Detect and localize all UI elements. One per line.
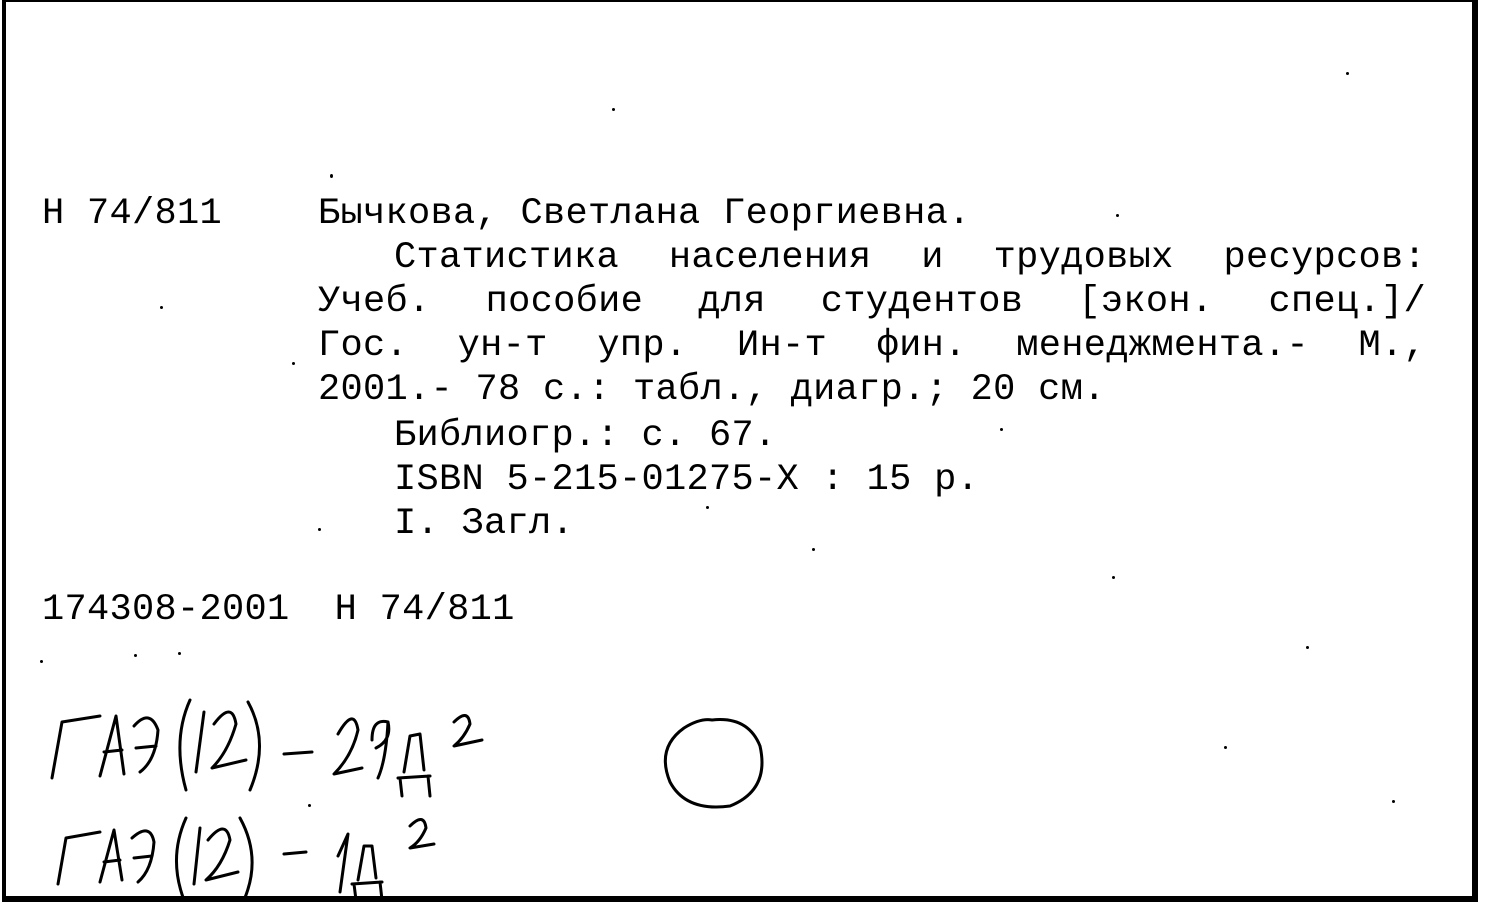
scan-speck [1306,646,1309,649]
footer-shelf-mark: Н 74/811 [334,589,515,631]
scan-speck [706,506,709,509]
circle-mark [665,720,762,807]
accession-number: 174308-2001 [42,589,290,631]
scan-speck [612,108,615,111]
title-line-3: Гос. ун-т упр. Ин-т фин. менеджмента.- М., [318,325,1426,367]
author-heading: Бычкова, Светлана Георгиевна. [318,193,971,235]
handwritten-line-2 [58,818,434,900]
imprint-line: 2001.- 78 с.: табл., диагр.; 20 см. [318,369,1106,411]
scan-speck [1116,214,1119,217]
title-tracing: I. Загл. [394,503,575,545]
scan-speck [134,654,137,657]
scan-speck [812,548,815,551]
scan-speck [1000,428,1003,431]
handwritten-line-1 [52,700,482,796]
scan-speck [330,174,333,178]
bibliography-note: Библиогр.: с. 67. [394,415,777,457]
scan-speck [308,804,311,807]
isbn-line: ISBN 5-215-01275-X : 15 р. [394,459,980,501]
scan-speck [1224,746,1227,749]
scan-speck [178,652,181,655]
shelf-mark: Н 74/811 [42,193,223,235]
scan-speck [1346,72,1349,75]
title-line-2: Учеб. пособие для студентов [экон. спец.]/ [318,281,1426,323]
scan-speck [160,306,163,309]
scan-speck [40,660,43,663]
scan-speck [318,528,321,531]
scan-speck [1392,800,1395,803]
scan-speck [1472,46,1475,60]
title-line-1: Статистика населения и трудовых ресурсов: [394,237,1426,279]
scan-speck [292,362,295,365]
scan-speck [1112,576,1115,579]
